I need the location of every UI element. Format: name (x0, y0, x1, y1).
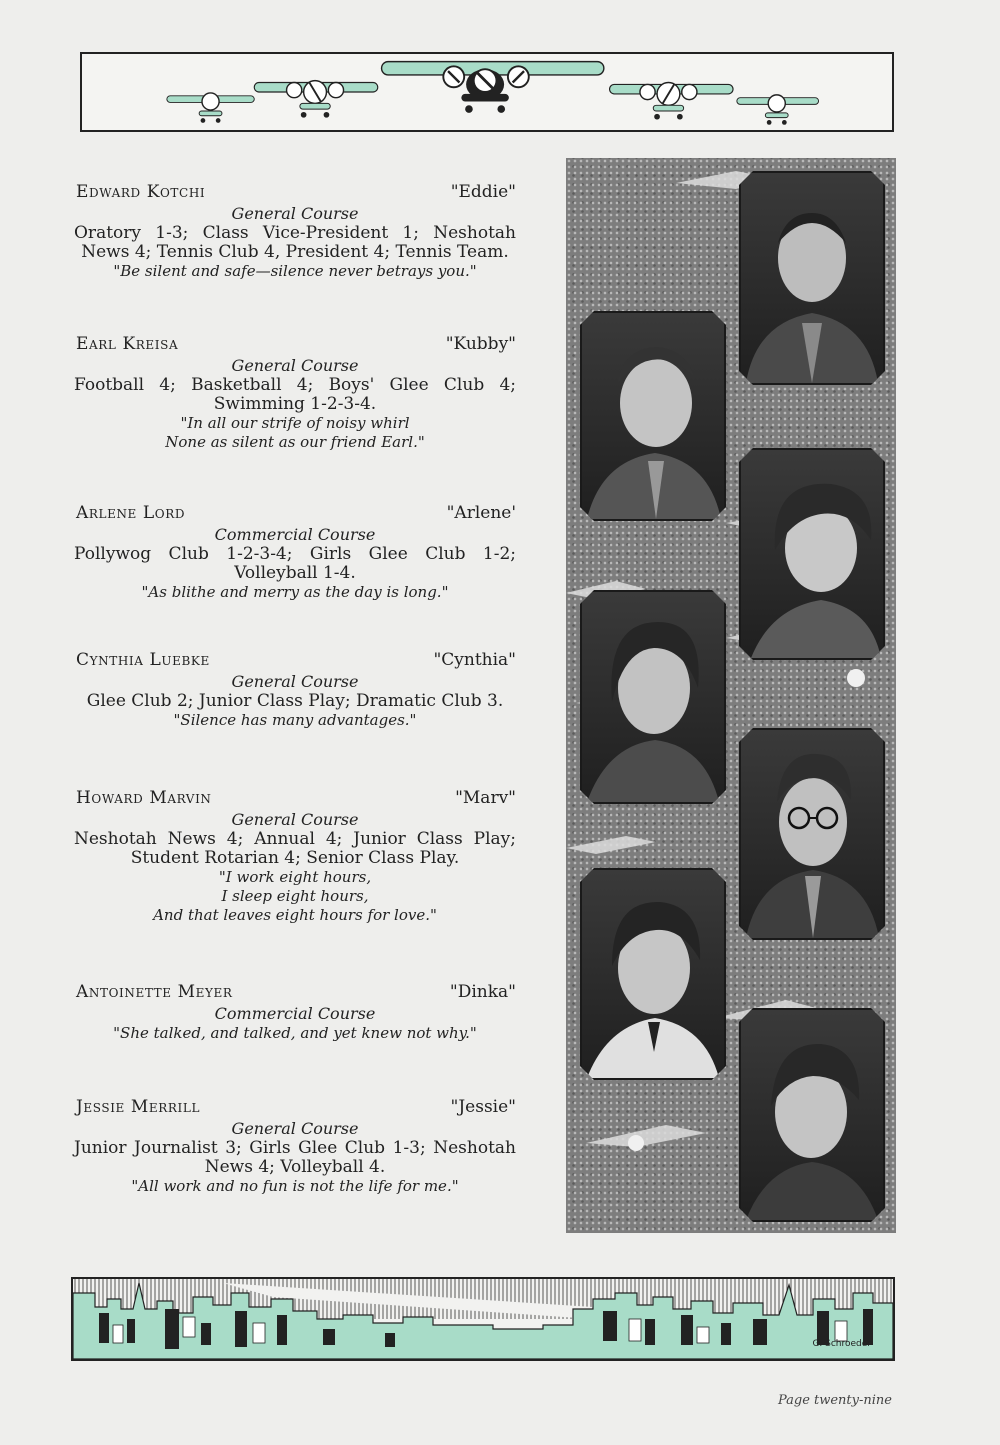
airplanes-banner (80, 52, 894, 132)
student-activities: Glee Club 2; Junior Class Play; Dramatic Club 3. (86, 691, 504, 711)
student-course: General Course (231, 1119, 359, 1138)
entry-earl-kreisa (70, 334, 520, 452)
student-name: Antoinette Meyer (76, 982, 233, 1002)
student-course: Commercial Course (214, 1004, 376, 1023)
portrait-cynthia-luebke (580, 590, 726, 804)
entry-howard-marvin (70, 788, 520, 925)
page-number: Page twenty-nine (777, 1393, 892, 1408)
entry-arlene-lord (70, 503, 520, 602)
portrait-edward-kotchi (739, 171, 885, 385)
student-name: Earl Kreisa (76, 334, 179, 354)
student-nickname: "Dinka" (449, 982, 516, 1002)
student-quote: "Be silent and safe—silence never betrays you." (113, 262, 477, 280)
student-course: General Course (231, 672, 359, 691)
portrait-earl-kreisa (580, 311, 726, 521)
entry-jessie-merrill (70, 1097, 520, 1196)
student-activities: Neshotah News 4; Annual 4; Junior Class Play; Student Rotarian 4; Senior Class Play. (74, 829, 516, 868)
skyline-illustration (73, 1279, 893, 1359)
student-quote: "All work and no fun is not the life for me." (131, 1177, 459, 1195)
student-nickname: "Marv" (455, 788, 516, 808)
student-quote: "Silence has many advantages." (173, 711, 417, 729)
student-nickname: "Jessie" (450, 1097, 516, 1117)
artist-signature: G. Schroeder (812, 1339, 871, 1349)
portrait-panel (566, 158, 896, 1233)
student-activities: Junior Journalist 3; Girls Glee Club 1-3; Neshotah News 4; Volleyball 4. (74, 1138, 516, 1177)
student-quote: "I work eight hours, I sleep eight hours, And that leaves eight hours for love." (153, 868, 437, 924)
student-nickname: "Arlene' (446, 503, 516, 523)
student-nickname: "Cynthia" (433, 650, 516, 670)
student-name: Howard Marvin (76, 788, 212, 808)
student-nickname: "Eddie" (450, 182, 516, 202)
portrait-howard-marvin (739, 728, 885, 940)
student-activities: Oratory 1-3; Class Vice-President 1; Neshotah News 4; Tennis Club 4, President 4; Tennis Team. (74, 223, 516, 262)
student-nickname: "Kubby" (445, 334, 516, 354)
student-name: Jessie Merrill (76, 1097, 201, 1117)
student-activities: Football 4; Basketball 4; Boys' Glee Club 4; Swimming 1-2-3-4. (74, 375, 516, 414)
student-quote: "As blithe and merry as the day is long." (141, 583, 449, 601)
entry-antoinette-meyer (70, 982, 520, 1043)
student-course: Commercial Course (214, 525, 376, 544)
student-name: Arlene Lord (76, 503, 186, 523)
student-activities: Pollywog Club 1-2-3-4; Girls Glee Club 1-2; Volleyball 1-4. (74, 544, 516, 583)
city-skyline-banner (71, 1277, 895, 1361)
entry-edward-kotchi (70, 182, 520, 281)
portrait-jessie-merrill (739, 1008, 885, 1222)
portrait-antoinette-meyer (580, 868, 726, 1080)
student-course: General Course (231, 356, 359, 375)
portrait-arlene-lord (739, 448, 885, 660)
student-quote: "In all our strife of noisy whirl None as silent as our friend Earl." (165, 414, 425, 451)
student-name: Cynthia Luebke (76, 650, 210, 670)
airplanes-illustration (82, 54, 892, 130)
student-course: General Course (231, 204, 359, 223)
student-quote: "She talked, and talked, and yet knew not why." (113, 1024, 477, 1042)
student-course: General Course (231, 810, 359, 829)
student-name: Edward Kotchi (76, 182, 206, 202)
entry-cynthia-luebke (70, 650, 520, 730)
